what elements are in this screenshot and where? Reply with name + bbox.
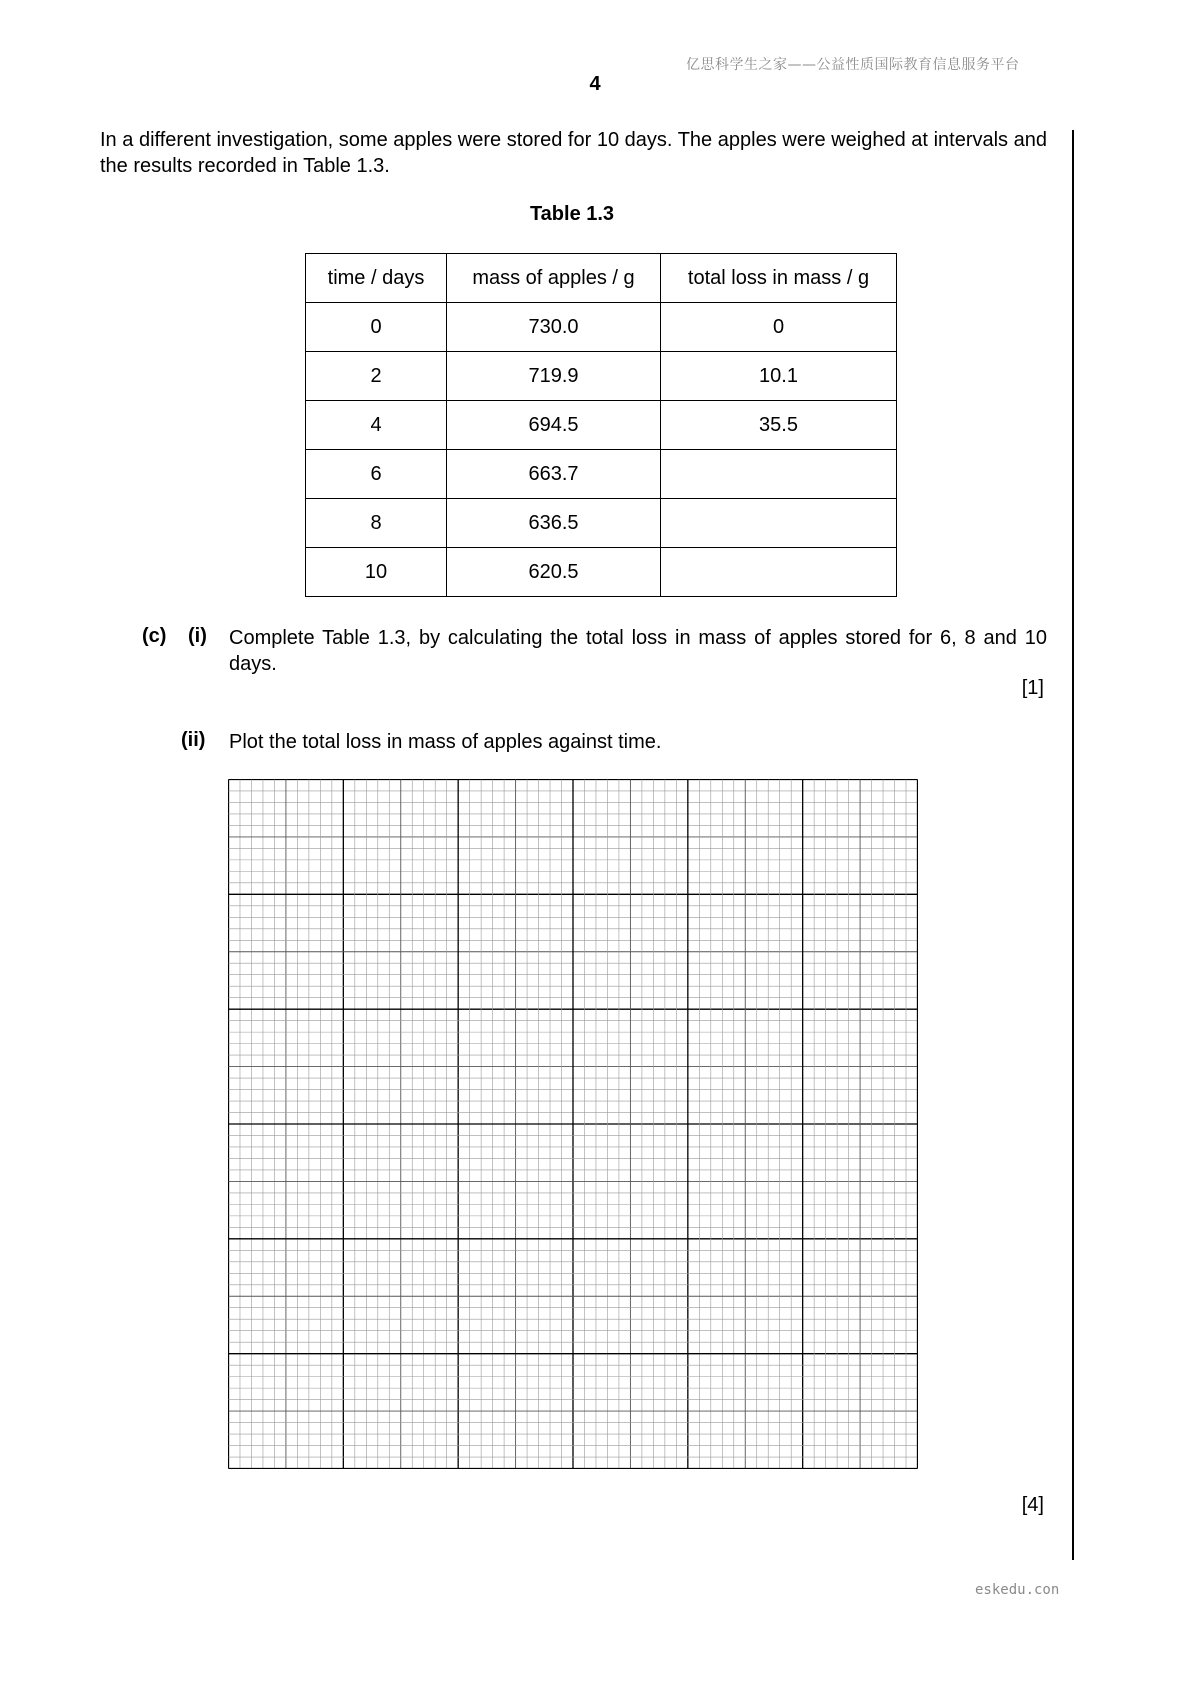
cell-time: 0 [306,303,447,352]
intro-paragraph: In a different investigation, some apples were stored for 10 days. The apples were weighed at intervals and the results recorded in Table 1.3. [100,129,1047,177]
grid-lines [229,780,918,1469]
watermark-footer: eskedu.con [975,1582,1060,1598]
cell-loss-answer[interactable] [661,499,897,548]
table-header-time: time / days [306,254,447,303]
cell-mass: 719.9 [447,352,661,401]
cell-mass: 694.5 [447,401,661,450]
table-header-loss: total loss in mass / g [661,254,897,303]
table-title: Table 1.3 [529,203,615,225]
table-row [306,499,897,548]
part-ii-text: Plot the total loss in mass of apples against time. [229,731,662,753]
part-i-marks: [1] [1021,677,1044,699]
table-row [306,548,897,597]
watermark-header: 亿思科学生之家——公益性质国际教育信息服务平台 [686,57,1020,73]
cell-time: 10 [306,548,447,597]
table-header-mass: mass of apples / g [447,254,661,303]
cell-time: 8 [306,499,447,548]
question-c-label: (c) [142,625,167,647]
cell-mass: 620.5 [447,548,661,597]
part-ii-marks: [4] [1021,1494,1044,1516]
table-row [306,401,897,450]
cell-mass: 730.0 [447,303,661,352]
cell-time: 2 [306,352,447,401]
cell-loss-answer[interactable] [661,450,897,499]
margin-line [1072,130,1074,1560]
part-i-text: Complete Table 1.3, by calculating the total loss in mass of apples stored for 6, 8 and 10 days. [229,627,1047,675]
table-header-row [306,254,897,303]
graph-paper-grid[interactable] [228,779,918,1469]
table-row [306,450,897,499]
part-ii-label: (ii) [181,729,206,751]
page-number: 4 [589,73,601,95]
cell-loss: 10.1 [661,352,897,401]
cell-mass: 663.7 [447,450,661,499]
cell-loss: 35.5 [661,401,897,450]
cell-loss-answer[interactable] [661,548,897,597]
table-row [306,303,897,352]
cell-time: 6 [306,450,447,499]
cell-loss: 0 [661,303,897,352]
part-i-label: (i) [188,625,207,647]
cell-mass: 636.5 [447,499,661,548]
cell-time: 4 [306,401,447,450]
table-row [306,352,897,401]
results-table [305,253,897,597]
